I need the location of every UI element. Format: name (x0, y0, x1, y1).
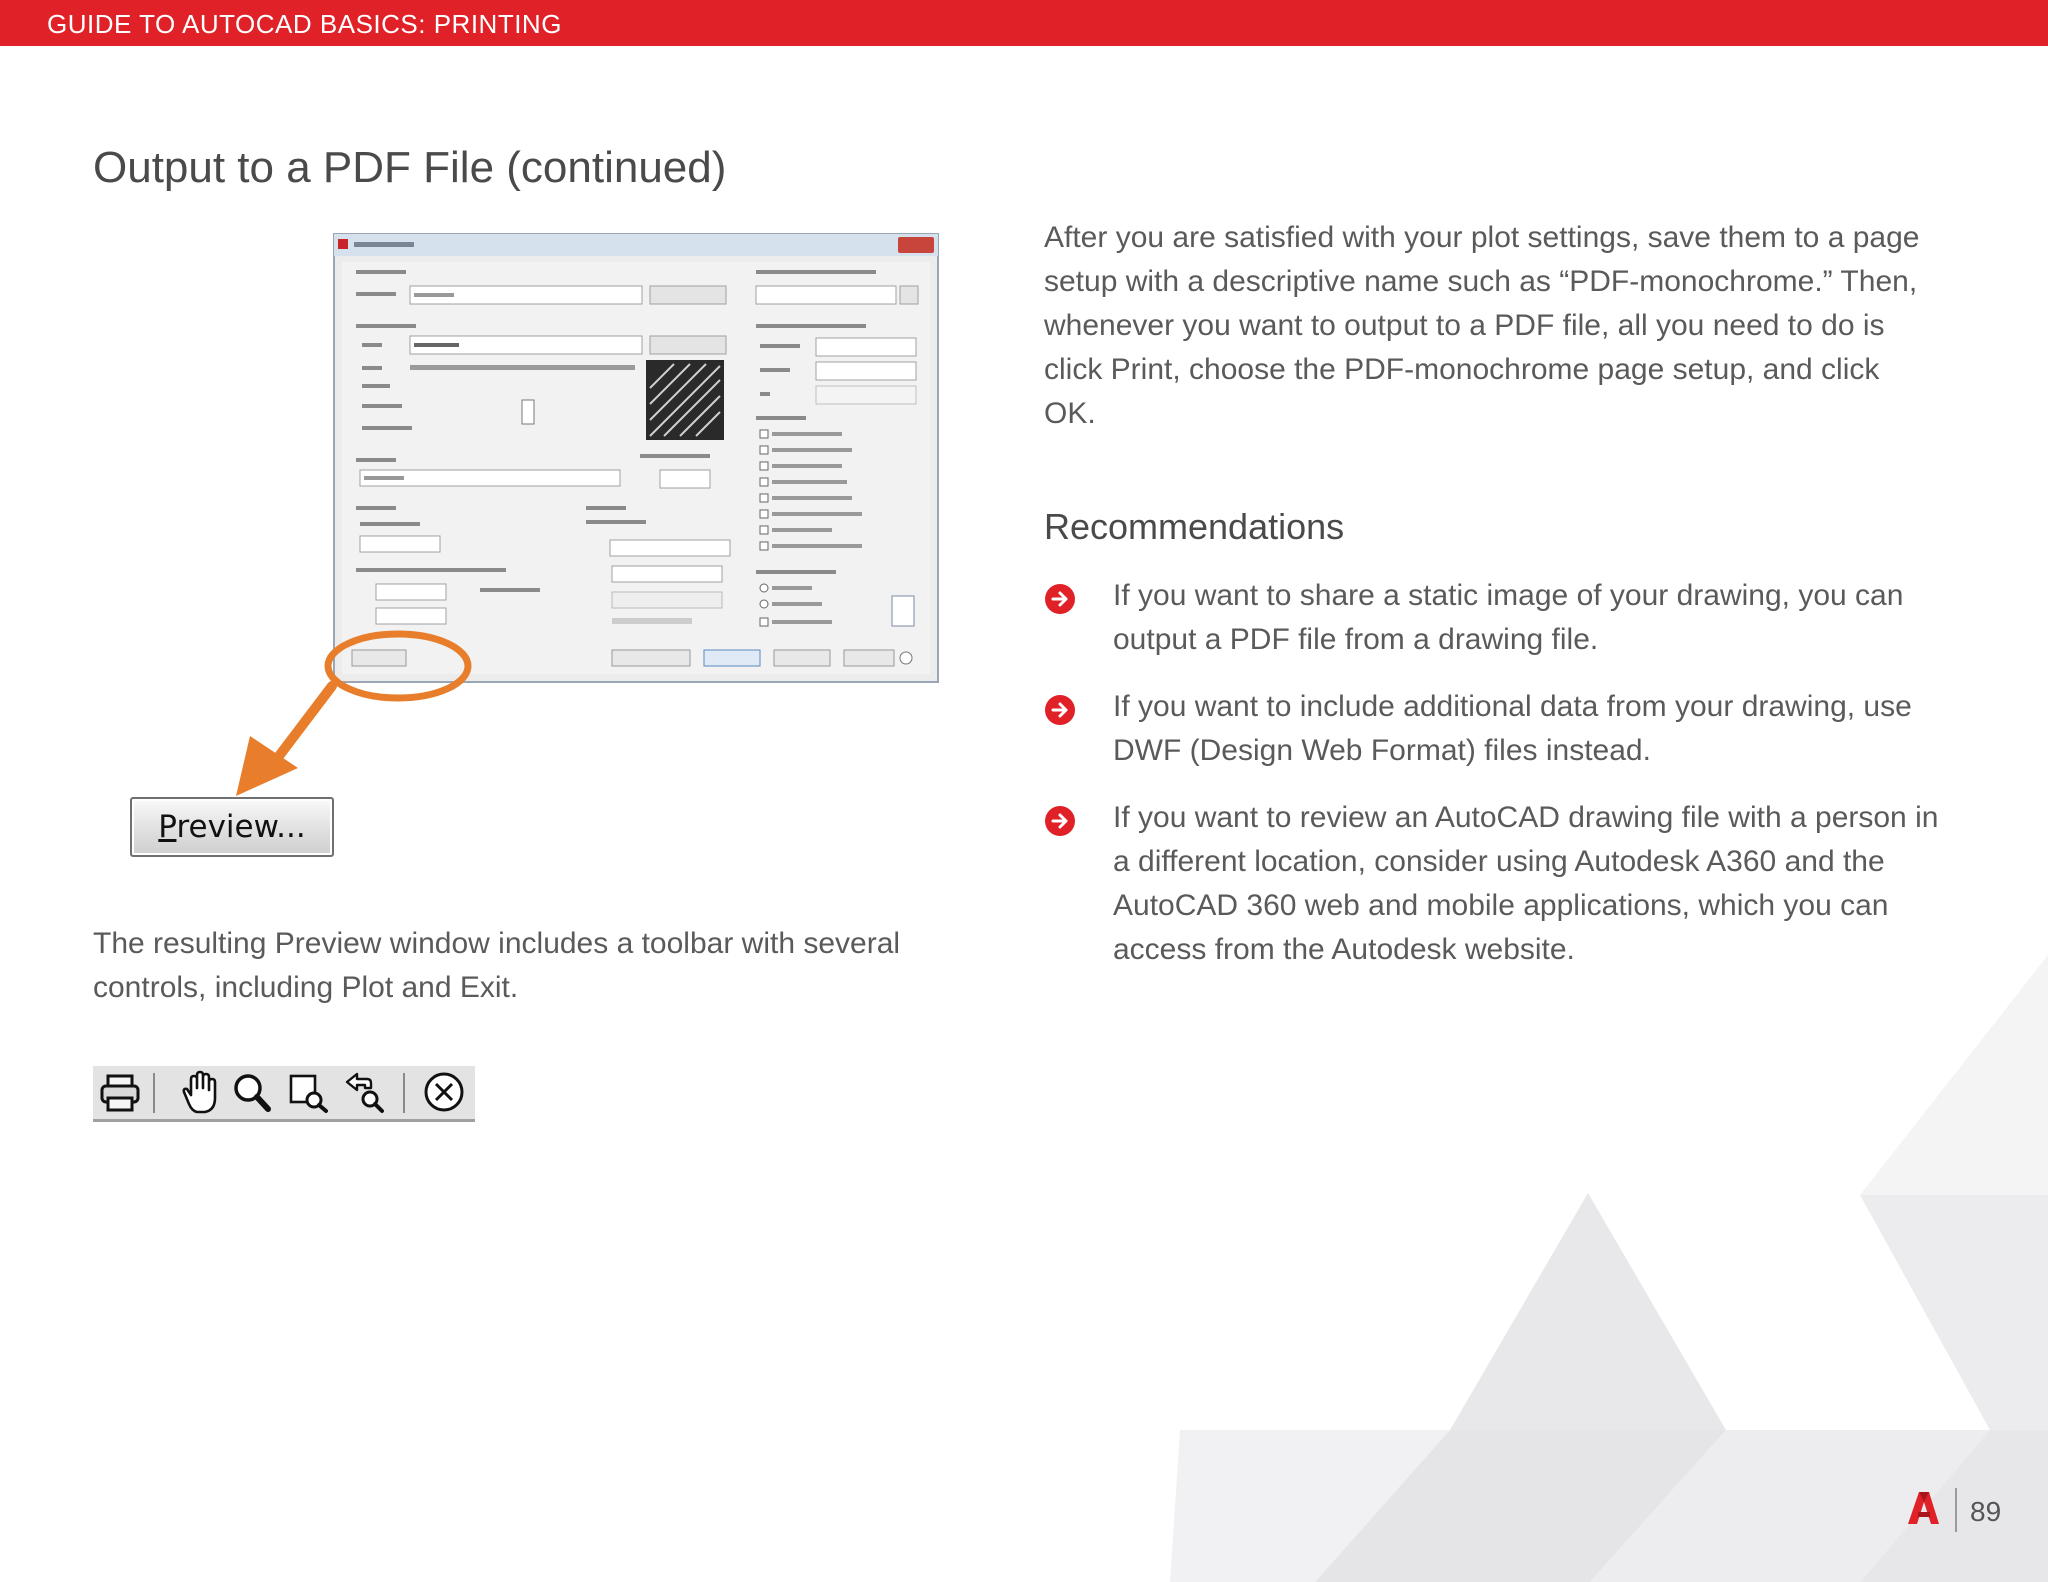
pan-hand-icon[interactable] (175, 1066, 221, 1119)
recommendation-text: If you want to include additional data from your drawing, use DWF (Design Web Format) files instead. (1113, 690, 1912, 767)
toolbar-separator (153, 1073, 155, 1113)
preview-toolbar (93, 1066, 475, 1122)
recommendation-text: If you want to review an AutoCAD drawing file with a person in a different location, consider using Autodesk A360 and the AutoCAD 360 web and mobile applications, which you can access from the Autodesk website. (1113, 801, 1939, 966)
autocad-logo-icon (1905, 1490, 1941, 1526)
plot-dialog-screenshot (130, 228, 950, 868)
recommendation-item (1044, 574, 1944, 662)
header-bar (0, 0, 2048, 46)
arrow-right-circle-icon (1044, 694, 1076, 726)
recommendations-title: Recommendations (1044, 506, 1345, 547)
recommendations-list (1044, 574, 1944, 995)
preview-description: The resulting Preview window includes a toolbar with several controls, including Plot and Exit. (93, 927, 901, 1004)
page-number: 89 (1970, 1496, 2002, 1527)
page-title: Output to a PDF File (continued) (93, 143, 727, 192)
zoom-icon[interactable] (229, 1066, 275, 1119)
header-title: GUIDE TO AUTOCAD BASICS: PRINTING (47, 9, 562, 39)
zoom-window-icon[interactable] (285, 1066, 331, 1119)
recommendation-item (1044, 796, 1944, 972)
page-setup-paragraph: After you are satisfied with your plot settings, save them to a page setup with a descriptive name such as “PDF-monochrome.” Then, whenever you want to output to a PDF file, all you need to do is click Print, choose the PDF-monochrome page setup, and click OK. (1044, 221, 1920, 430)
preview-button[interactable] (130, 797, 334, 857)
preview-button-label: review... (176, 809, 306, 845)
print-icon[interactable] (97, 1066, 143, 1119)
preview-button-mnemonic: P (158, 809, 177, 845)
recommendation-item (1044, 685, 1944, 773)
zoom-previous-icon[interactable] (341, 1066, 387, 1119)
close-icon[interactable] (421, 1066, 467, 1119)
toolbar-separator (403, 1073, 405, 1113)
recommendation-text: If you want to share a static image of your drawing, you can output a PDF file from a drawing file. (1113, 579, 1904, 656)
arrow-right-circle-icon (1044, 805, 1076, 837)
arrow-right-circle-icon (1044, 583, 1076, 615)
footer-separator (1955, 1488, 1957, 1532)
